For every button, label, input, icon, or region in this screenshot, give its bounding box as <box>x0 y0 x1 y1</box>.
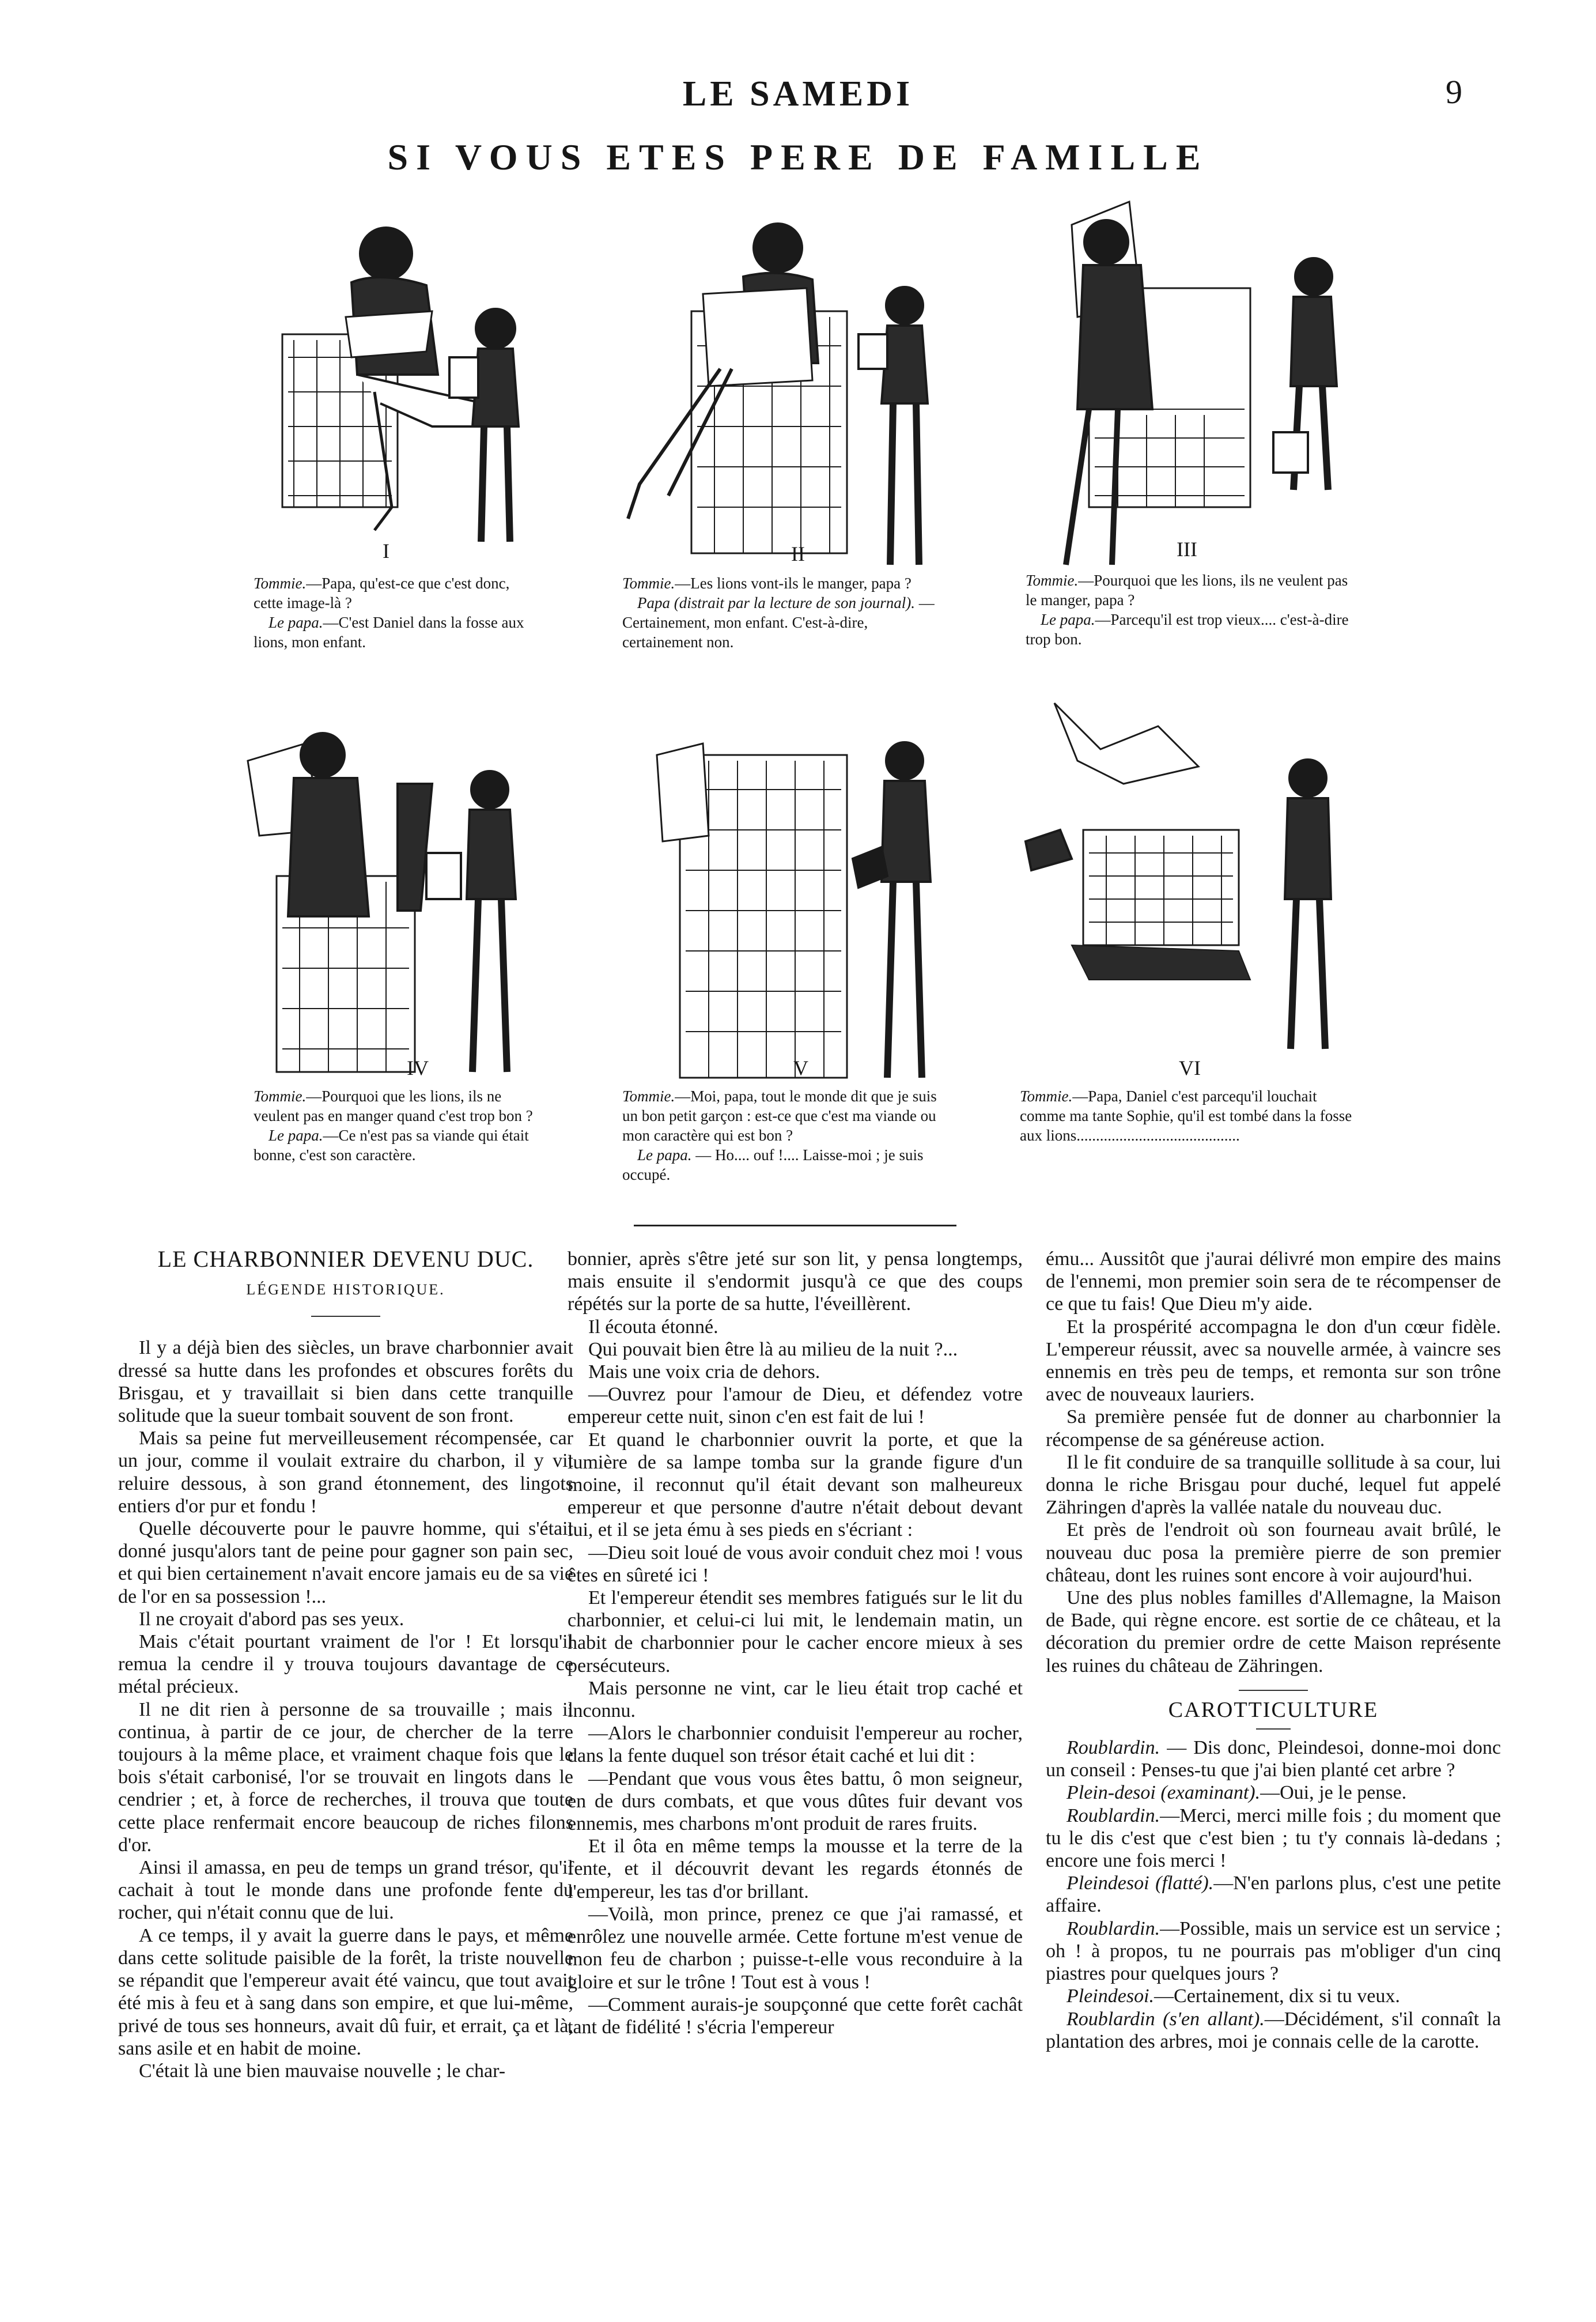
dialogue: —Oui, je le pense. <box>1260 1782 1407 1804</box>
paragraph: ému... Aussitôt que j'aurai délivré mon empire des mains de l'ennemi, mon premier soin sera de te récompenser de ce que tu fais! Que Dieu m'y aide. <box>1046 1248 1501 1315</box>
paragraph: bonnier, après s'être jeté sur son lit, y pensa longtemps, mais ensuite il s'endormit jusqu'à ce que des coups répétés sur la porte de sa hutte, l'éveillèrent. <box>568 1248 1023 1315</box>
paragraph: Qui pouvait bien être là au milieu de la nuit ?... <box>588 1338 958 1360</box>
speaker: Roublardin. <box>1066 1737 1160 1759</box>
speaker: Le papa. <box>1041 611 1095 628</box>
speaker: Roublardin (s'en allant). <box>1066 2008 1265 2030</box>
paragraph: Quelle découverte pour le pauvre homme, qui s'était donné jusqu'alors tant de peine pour gagner son pain sec, et qui bien certainement n'avait encore jamais eu de sa vie de l'or en sa possession !... <box>118 1518 573 1607</box>
speaker: Pleindesoi. <box>1066 1985 1155 2007</box>
article-column-1 <box>118 1248 573 2082</box>
panel-caption-5 <box>622 1086 945 1184</box>
panel-numeral: I <box>383 539 389 562</box>
speaker: Pleindesoi (flatté). <box>1066 1872 1214 1894</box>
speaker: Tommie. <box>622 1088 675 1105</box>
paragraph: —Alors le charbonnier conduisit l'empereur au rocher, dans la fente duquel son trésor était caché et lui dit : <box>568 1723 1023 1767</box>
panel-caption-6 <box>1020 1086 1354 1145</box>
illustration-panel-6 <box>1008 680 1366 1083</box>
paragraph: Il y a déjà bien des siècles, un brave charbonnier avait dressé sa hutte dans les profondes et obscures forêts du Brisgau, et y travaillait si bien dans cette tranquille solitude que la sueur tombait souvent de son front. <box>118 1337 573 1427</box>
dialogue: — Certainement, mon enfant. C'est-à-dire, certainement non. <box>622 594 935 651</box>
panel-caption-3 <box>1026 571 1360 649</box>
paragraph: Et quand le charbonnier ouvrit la porte, et que la lumière de sa lampe tomba sur la grande figure d'un moine, il reconnut qu'il était devant son malheureux empereur et que personne d'autre n'était debout devant lui, et il se jeta ému à ses pieds en s'écriant : <box>568 1429 1023 1541</box>
panel-numeral: II <box>791 542 805 565</box>
paragraph: A ce temps, il y avait la guerre dans le pays, et même dans cette solitude paisible de la forêt, la triste nouvelle se répandit que l'empereur avait été vaincu, que tout avait été mis à feu et à sang dans son empire, et que lui-même, privé de tous ses honneurs, avait dû fuir, et errait, ça et là, sans asile et en habit de moine. <box>118 1924 573 2059</box>
speaker: Le papa. <box>268 1127 323 1144</box>
dialogue: —Parcequ'il est trop vieux.... c'est-à-dire trop bon. <box>1026 611 1349 648</box>
paragraph: Et l'empereur étendit ses membres fatigués sur le lit du charbonnier, et celui-ci lui mit, le lendemain matin, un habit de charbonnier pour le cacher encore mieux à ses persécuteurs. <box>568 1587 1023 1677</box>
dialogue: —Papa, qu'est-ce que c'est donc, cette image-là ? <box>254 575 510 611</box>
dialogue: —N'en parlons plus, c'est une petite affaire. <box>1046 1872 1502 1917</box>
paragraph: —Dieu soit loué de vous avoir conduit chez moi ! vous êtes en sûreté ici ! <box>568 1542 1023 1586</box>
paragraph: C'était là une bien mauvaise nouvelle ; le char- <box>139 2060 506 2082</box>
panel-caption-2 <box>622 573 945 652</box>
paragraph: —Pendant que vous vous êtes battu, ô mon seigneur, en de durs combats, et que vous dûtes fuir devant vos ennemis, mes charbons m'ont produit de rares fruits. <box>568 1768 1023 1835</box>
dialogue: —Pourquoi que les lions, ils ne veulent pas en manger quand c'est trop bon ? <box>254 1088 533 1124</box>
paragraph: —Ouvrez pour l'amour de Dieu, et défendez votre empereur cette nuit, sinon c'en est fait de lui ! <box>568 1384 1023 1428</box>
paragraph: Sa première pensée fut de donner au charbonnier la récompense de sa généreuse action. <box>1046 1406 1501 1451</box>
paragraph: Et près de l'endroit où son fourneau avait brûlé, le nouveau duc posa la première pierre de son premier château, dont les ruines sont encore à voir aujourd'hui. <box>1046 1519 1501 1586</box>
paragraph: Il écouta étonné. <box>588 1316 718 1338</box>
panel-numeral: IV <box>407 1056 429 1079</box>
paragraph: Il ne croyait d'abord pas ses yeux. <box>139 1608 404 1630</box>
illustration-panel-1 <box>242 184 599 588</box>
dialogue: —Moi, papa, tout le monde dit que je suis un bon petit garçon : est-ce que c'est ma viande ou mon caractère qui est bon ? <box>622 1088 937 1144</box>
article-column-2 <box>568 1248 1023 2038</box>
speaker: Tommie. <box>1026 572 1079 589</box>
speaker: Papa (distrait par la lecture de son journal). <box>637 594 915 611</box>
dialogue: —Merci, merci mille fois ; du moment que tu le dis c'est que c'est bien ; tu t'y connais là-dedans ; encore une fois merci ! <box>1046 1804 1501 1872</box>
page-number: 9 <box>1446 73 1462 111</box>
panel-caption-4 <box>254 1086 536 1165</box>
section-rule <box>1239 1690 1308 1691</box>
speaker: Roublardin. <box>1066 1917 1160 1939</box>
panel-numeral: III <box>1177 538 1197 561</box>
paragraph: Mais c'était pourtant vraiment de l'or ! Et lorsqu'il remua la cendre il y trouva toujours davantage de ce métal précieux. <box>118 1631 573 1698</box>
dialogue: —Certainement, dix si tu veux. <box>1154 1985 1400 2007</box>
illustration-panel-2 <box>605 196 962 599</box>
dialogue: —Les lions vont-ils le manger, papa ? <box>675 575 912 592</box>
speaker: Roublardin. <box>1066 1804 1160 1826</box>
comic-banner-title: SI VOUS ETES PERE DE FAMILLE <box>387 137 1209 178</box>
article-column-3 <box>1046 1248 1501 2053</box>
section-divider <box>634 1225 956 1226</box>
paragraph: Et il ôta en même temps la mousse et la terre de la fente, et il découvrit devant les regards étonnés de l'empereur, les tas d'or brillant. <box>568 1836 1023 1902</box>
article-title: LE CHARBONNIER DEVENU DUC. <box>157 1246 534 1272</box>
speaker: Le papa. <box>637 1146 692 1164</box>
speaker: Tommie. <box>1020 1088 1073 1105</box>
speaker: Plein-desoi (examinant). <box>1066 1782 1261 1804</box>
section-rule <box>1256 1728 1291 1730</box>
dialogue: — Dis donc, Pleindesoi, donne-moi donc un conseil : Penses-tu que j'ai bien planté cet arbre ? <box>1046 1737 1501 1781</box>
speaker: Le papa. <box>268 614 323 631</box>
speaker: Tommie. <box>254 575 307 592</box>
paragraph: Il ne dit rien à personne de sa trouvaille ; mais il continua, à partir de ce jour, de chercher de la terre toujours à la même place, et vraiment chaque fois que le bois s'était carbonisé, l'or se trouvait en lingots dans le cendrier ; et, à force de recherches, il trouva que toute cette place renfermait encore beaucoup de riches filons d'or. <box>118 1698 573 1856</box>
paragraph: —Comment aurais-je soupçonné que cette forêt cachât tant de fidélité ! s'écria l'empereur <box>568 1993 1023 2038</box>
dialogue: —Ce n'est pas sa viande qui était bonne, c'est son caractère. <box>254 1127 529 1164</box>
paragraph: Mais sa peine fut merveilleusement récompensée, car un jour, comme il voulait extraire du charbon, il y vit reluire dessous, à son grand étonnement, des lingots entiers d'or pur et fondu ! <box>118 1428 573 1517</box>
dialogue: —Décidément, s'il connaît la plantation des arbres, moi je connais celle de la carotte. <box>1046 2008 1501 2052</box>
speaker: Tommie. <box>254 1088 307 1105</box>
dialogue: —Papa, Daniel c'est parcequ'il louchait comme ma tante Sophie, qu'il est tombé dans la fosse aux lions.......................................... <box>1020 1088 1352 1144</box>
paragraph: Mais personne ne vint, car le lieu était trop caché et inconnu. <box>568 1677 1023 1722</box>
newspaper-title: LE SAMEDI <box>682 74 914 114</box>
paragraph: Une des plus nobles familles d'Allemagne, la Maison de Bade, qui règne encore. est sortie de ce château, et la décoration du premier ordre de cette Maison représente les ruines du château de Zähringen. <box>1046 1587 1501 1677</box>
carotticulture-title: CAROTTICULTURE <box>1168 1697 1379 1722</box>
article-subtitle: LÉGENDE HISTORIQUE. <box>246 1281 445 1298</box>
dialogue: — Ho.... ouf !.... Laisse-moi ; je suis occupé. <box>622 1146 924 1183</box>
paragraph: Et la prospérité accompagna le don d'un cœur fidèle. L'empereur réussit, avec sa nouvelle armée, à vaincre ses ennemis en très peu de temps, et remonta sur son trône avec de nouveaux lauriers. <box>1046 1316 1501 1406</box>
dialogue: —Pourquoi que les lions, ils ne veulent pas le manger, papa ? <box>1026 572 1348 609</box>
paragraph: —Voilà, mon prince, prenez ce que j'ai ramassé, et enrôlez une nouvelle armée. Cette fortune m'est venue de mon feu de charbon ; puisse-t-elle vous reconduire à la gloire et sur le trône ! Tout est à vous ! <box>568 1903 1023 1993</box>
dialogue: —C'est Daniel dans la fosse aux lions, mon enfant. <box>254 614 524 651</box>
panel-numeral: VI <box>1179 1056 1201 1079</box>
speaker: Tommie. <box>622 575 675 592</box>
paragraph: Mais une voix cria de dehors. <box>588 1361 820 1383</box>
title-rule <box>311 1316 380 1317</box>
panel-numeral: V <box>793 1056 808 1079</box>
paragraph: Il le fit conduire de sa tranquille sollitude à sa cour, lui donna le riche Brisgau pour duché, lequel fut appelé Zähringen d'après la vallée natale du nouveau duc. <box>1046 1451 1501 1519</box>
paragraph: Ainsi il amassa, en peu de temps un grand trésor, qu'il cachait à tout le monde dans une profonde fente du rocher, qui n'était connu que de lui. <box>118 1857 573 1924</box>
dialogue: —Possible, mais un service est un service ; oh ! à propos, tu ne pourrais pas m'obliger d'un cinq piastres pour quelques jours ? <box>1046 1917 1501 1985</box>
illustration-panel-3 <box>1003 190 1360 594</box>
panel-caption-1 <box>254 573 536 652</box>
